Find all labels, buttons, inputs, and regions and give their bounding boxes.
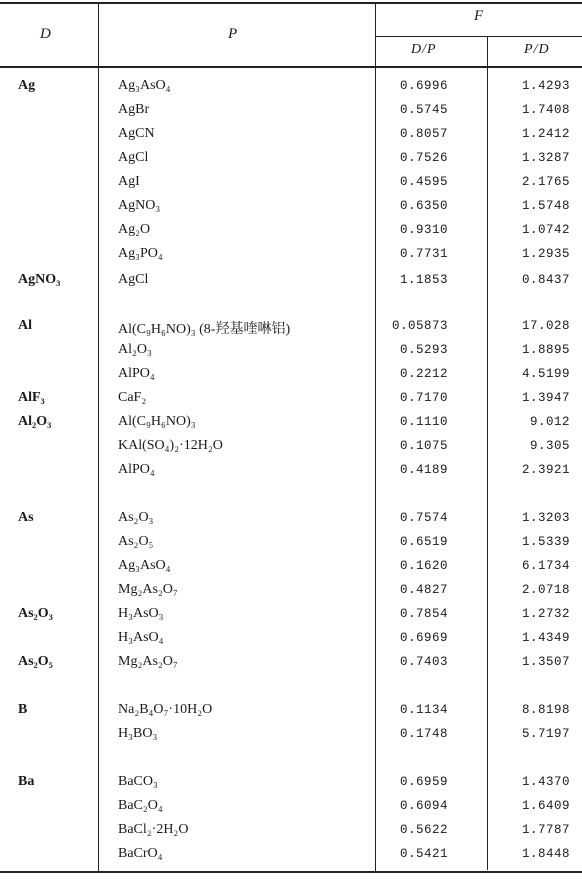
cell-factor-p-over-d: 1.6409	[521, 799, 570, 813]
cell-factor-d-over-p: 0.2212	[399, 367, 448, 381]
table-row	[0, 774, 582, 798]
column-header-d-over-p: D/P	[411, 42, 437, 57]
cell-precipitate: Ag₃PO₄	[118, 246, 163, 261]
cell-factor-d-over-p: 0.5421	[399, 847, 448, 861]
cell-precipitate: As₂O₅	[118, 534, 154, 549]
cell-factor-d-over-p: 0.6519	[399, 535, 448, 549]
table-row	[0, 126, 582, 150]
table-row	[0, 558, 582, 582]
table-row	[0, 78, 582, 102]
cell-precipitate: AgBr	[118, 102, 150, 117]
cell-precipitate: CaF₂	[118, 390, 147, 405]
cell-factor-d-over-p: 0.1134	[399, 703, 448, 717]
cell-dividend: AlF₃	[18, 390, 45, 405]
cell-factor-p-over-d: 1.3203	[521, 511, 570, 525]
table-row	[0, 366, 582, 390]
cell-precipitate: AlPO₄	[118, 462, 155, 477]
cell-precipitate: Na₂B₄O₇·10H₂O	[118, 702, 213, 717]
table-row	[0, 222, 582, 246]
table-row	[0, 342, 582, 366]
cell-factor-p-over-d: 2.1765	[521, 175, 570, 189]
cell-factor-p-over-d: 8.8198	[521, 703, 570, 717]
cell-precipitate: H₃BO₃	[118, 726, 158, 741]
cell-precipitate: Ag₃AsO₄	[118, 78, 171, 93]
cell-factor-p-over-d: 1.3947	[521, 391, 570, 405]
cell-dividend: As₂O₃	[18, 606, 53, 621]
cell-precipitate: BaCO₃	[118, 774, 158, 789]
cell-precipitate: Mg₂As₂O₇	[118, 654, 178, 669]
cell-factor-d-over-p: 0.4827	[399, 583, 448, 597]
cell-precipitate: KAl(SO₄)₂·12H₂O	[118, 438, 223, 453]
cell-precipitate: BaCl₂·2H₂O	[118, 822, 189, 837]
cell-factor-p-over-d: 1.5339	[521, 535, 570, 549]
cell-precipitate: Ag₃AsO₄	[118, 558, 171, 573]
cell-factor-p-over-d: 4.5199	[521, 367, 570, 381]
cell-factor-p-over-d: 1.3287	[521, 151, 570, 165]
table-row	[0, 272, 582, 296]
cell-precipitate: Al₂O₃	[118, 342, 152, 357]
table-row	[0, 462, 582, 486]
column-header-p: P	[228, 26, 238, 42]
cell-factor-d-over-p: 0.6959	[399, 775, 448, 789]
cell-factor-d-over-p: 0.6996	[399, 79, 448, 93]
cell-precipitate: BaCrO₄	[118, 846, 163, 861]
table-row	[0, 414, 582, 438]
cell-precipitate: Ag₂O	[118, 222, 151, 237]
cell-factor-d-over-p: 0.1748	[399, 727, 448, 741]
cell-factor-p-over-d: 2.0718	[521, 583, 570, 597]
cell-precipitate: AlPO₄	[118, 366, 155, 381]
cell-precipitate: H₃AsO₄	[118, 630, 164, 645]
cell-dividend: As₂O₅	[18, 654, 53, 669]
cell-dividend: Ag	[18, 78, 36, 93]
cell-factor-p-over-d: 1.4370	[521, 775, 570, 789]
cell-dividend: Al	[18, 318, 32, 333]
table-row	[0, 606, 582, 630]
cell-factor-p-over-d: 0.8437	[521, 273, 570, 287]
cell-factor-p-over-d: 2.3921	[521, 463, 570, 477]
cell-factor-d-over-p: 0.7574	[399, 511, 448, 525]
cell-factor-d-over-p: 0.1075	[399, 439, 448, 453]
cell-precipitate: AgNO₃	[118, 198, 161, 213]
cell-factor-p-over-d: 9.305	[529, 439, 570, 453]
column-header-f: F	[474, 8, 484, 24]
cell-factor-d-over-p: 0.05873	[391, 319, 448, 333]
cell-factor-d-over-p: 0.7403	[399, 655, 448, 669]
table-row	[0, 654, 582, 678]
table-row	[0, 822, 582, 846]
cell-factor-d-over-p: 0.5622	[399, 823, 448, 837]
cell-factor-p-over-d: 1.4349	[521, 631, 570, 645]
cell-factor-d-over-p: 0.6969	[399, 631, 448, 645]
table-row	[0, 390, 582, 414]
cell-factor-d-over-p: 0.9310	[399, 223, 448, 237]
cell-factor-d-over-p: 0.5745	[399, 103, 448, 117]
cell-factor-d-over-p: 0.8057	[399, 127, 448, 141]
table-row	[0, 510, 582, 534]
cell-dividend: As	[18, 510, 34, 525]
cell-factor-p-over-d: 5.7197	[521, 727, 570, 741]
cell-factor-d-over-p: 0.7731	[399, 247, 448, 261]
cell-dividend: Al₂O₃	[18, 414, 52, 429]
cell-factor-d-over-p: 0.6350	[399, 199, 448, 213]
cell-factor-d-over-p: 0.6094	[399, 799, 448, 813]
cell-factor-p-over-d: 1.8895	[521, 343, 570, 357]
cell-dividend: AgNO₃	[18, 272, 61, 287]
cell-factor-p-over-d: 1.4293	[521, 79, 570, 93]
table-row	[0, 174, 582, 198]
cell-precipitate: AgCN	[118, 126, 155, 141]
cell-precipitate: BaC₂O₄	[118, 798, 163, 813]
cell-factor-p-over-d: 1.0742	[521, 223, 570, 237]
table-row	[0, 438, 582, 462]
cell-precipitate: Al(C₉H₆NO)₃	[118, 414, 196, 429]
table-row	[0, 102, 582, 126]
cell-factor-p-over-d: 1.2412	[521, 127, 570, 141]
column-header-p-over-d: P/D	[524, 42, 550, 57]
cell-precipitate: AgI	[118, 174, 140, 189]
cell-factor-d-over-p: 0.4189	[399, 463, 448, 477]
cell-factor-d-over-p: 0.7526	[399, 151, 448, 165]
table-row	[0, 798, 582, 822]
table-row	[0, 534, 582, 558]
cell-factor-d-over-p: 0.7854	[399, 607, 448, 621]
cell-dividend: Ba	[18, 774, 35, 789]
cell-precipitate: Al(C₉H₆NO)₃ (8-羟基喹啉铝)	[118, 322, 291, 337]
cell-factor-p-over-d: 1.2732	[521, 607, 570, 621]
cell-precipitate: As₂O₃	[118, 510, 154, 525]
cell-factor-p-over-d: 1.8448	[521, 847, 570, 861]
table-row	[0, 630, 582, 654]
cell-factor-d-over-p: 0.5293	[399, 343, 448, 357]
cell-factor-p-over-d: 1.2935	[521, 247, 570, 261]
table-row	[0, 582, 582, 606]
cell-factor-d-over-p: 0.7170	[399, 391, 448, 405]
cell-precipitate: Mg₂As₂O₇	[118, 582, 178, 597]
cell-factor-d-over-p: 0.1620	[399, 559, 448, 573]
cell-factor-p-over-d: 1.5748	[521, 199, 570, 213]
table-row	[0, 150, 582, 174]
cell-factor-p-over-d: 1.3507	[521, 655, 570, 669]
cell-precipitate: AgCl	[118, 272, 149, 287]
cell-dividend: B	[18, 702, 28, 717]
cell-factor-p-over-d: 1.7408	[521, 103, 570, 117]
column-header-d: D	[40, 26, 51, 42]
table-row	[0, 318, 582, 342]
cell-factor-d-over-p: 1.1853	[399, 273, 448, 287]
cell-factor-d-over-p: 0.1110	[399, 415, 448, 429]
cell-factor-p-over-d: 6.1734	[521, 559, 570, 573]
table-row	[0, 726, 582, 750]
cell-factor-p-over-d: 9.012	[529, 415, 570, 429]
cell-factor-p-over-d: 1.7787	[521, 823, 570, 837]
cell-precipitate: AgCl	[118, 150, 149, 165]
table-row	[0, 846, 582, 870]
cell-factor-p-over-d: 17.028	[521, 319, 570, 333]
cell-precipitate: H₃AsO₃	[118, 606, 164, 621]
table-row	[0, 702, 582, 726]
table-row	[0, 198, 582, 222]
cell-factor-d-over-p: 0.4595	[399, 175, 448, 189]
table-row	[0, 246, 582, 270]
